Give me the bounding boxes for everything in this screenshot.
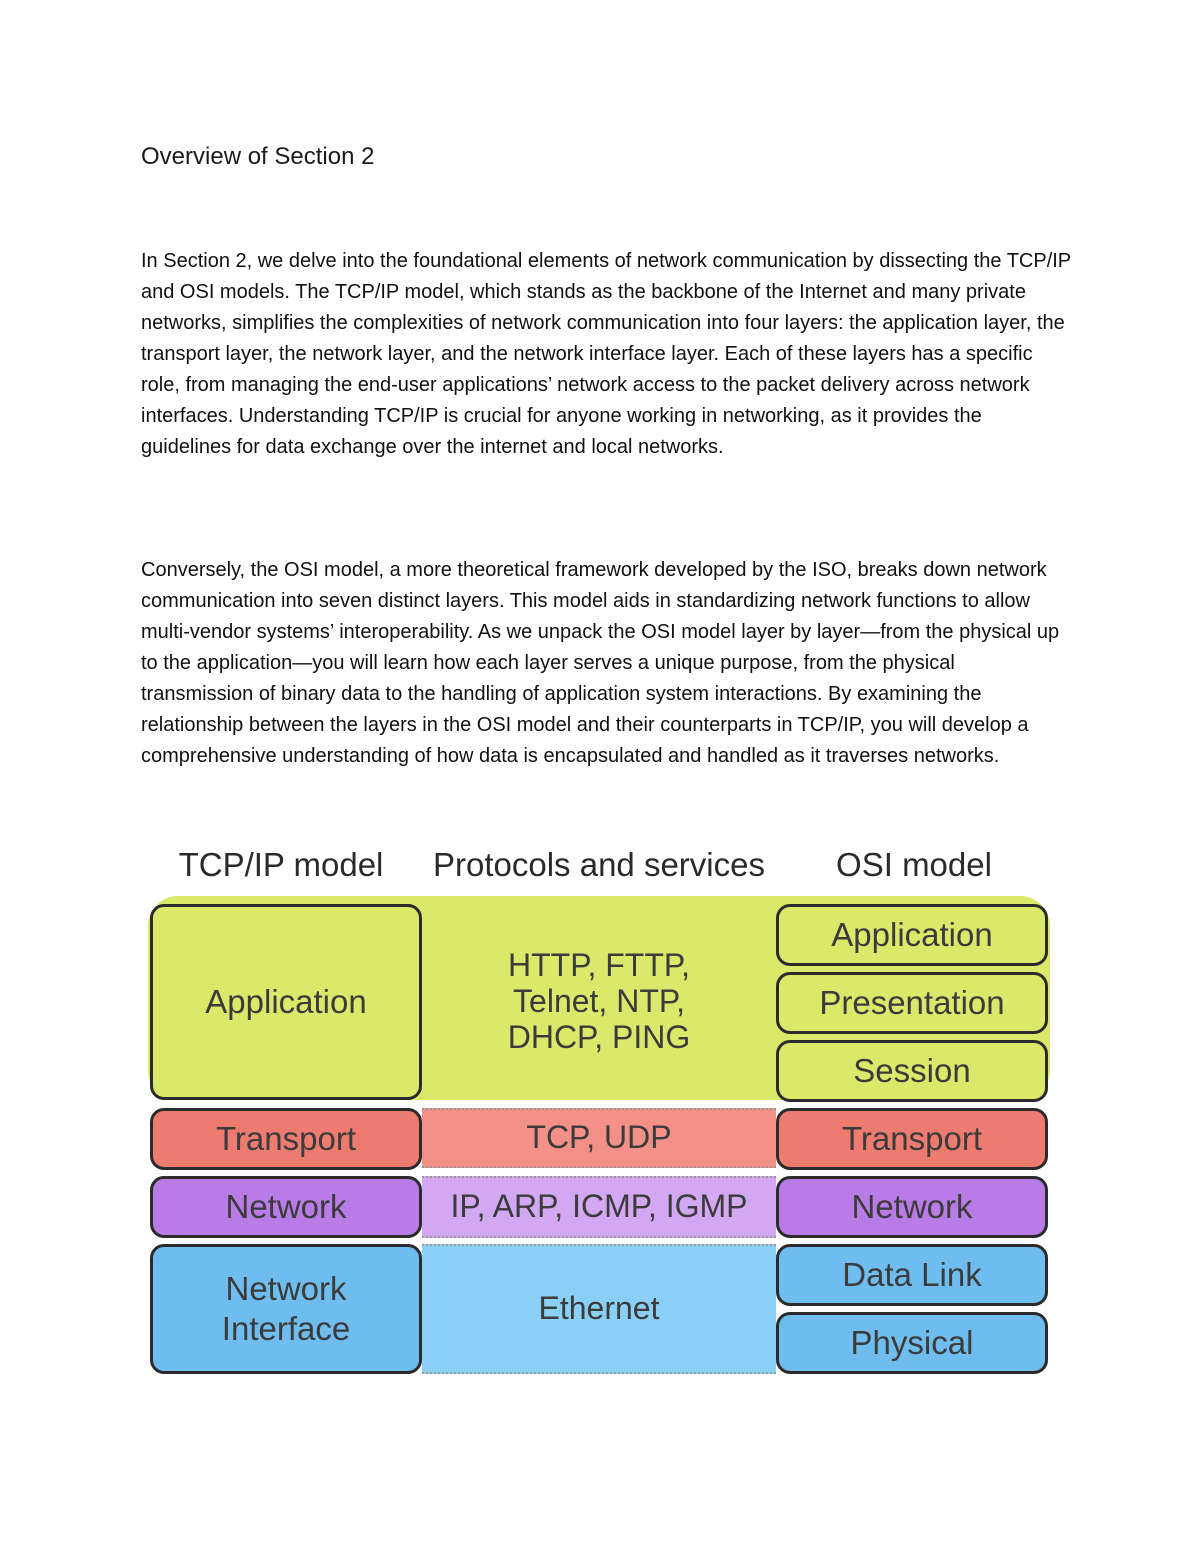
tcpip-osi-diagram <box>140 836 1060 1386</box>
protocols-network: IP, ARP, ICMP, IGMP <box>422 1176 776 1238</box>
osi-data-link: Data Link <box>776 1244 1048 1306</box>
tcpip-network-interface: Network Interface <box>150 1244 422 1374</box>
osi-physical: Physical <box>776 1312 1048 1374</box>
osi-session: Session <box>776 1040 1048 1102</box>
paragraph-tcpip: In Section 2, we delve into the foundational elements of network communication by dissecting the TCP/IP and OSI models. The TCP/IP model, which stands as the backbone of the Internet and many private networks, simplifies the complexities of network communication into four layers: the application layer, the transport layer, the network layer, and the network interface layer. Each of these layers has a specific role, from managing the end-user applications’ network access to the packet delivery across network interfaces. Understanding TCP/IP is crucial for anyone working in networking, as it provides the guidelines for data exchange over the internet and local networks. <box>141 250 1071 458</box>
osi-network: Network <box>776 1176 1048 1238</box>
protocols-interface: Ethernet <box>422 1244 776 1374</box>
tcpip-transport: Transport <box>150 1108 422 1170</box>
protocols-application: HTTP, FTTP, Telnet, NTP, DHCP, PING <box>507 947 691 1055</box>
osi-transport: Transport <box>776 1108 1048 1170</box>
header-tcpip-model: TCP/IP model <box>178 846 384 883</box>
header-protocols: Protocols and services <box>433 846 765 883</box>
tcpip-network: Network <box>150 1176 422 1238</box>
header-osi-model: OSI model <box>836 846 992 883</box>
osi-application: Application <box>776 904 1048 966</box>
protocols-transport: TCP, UDP <box>422 1108 776 1168</box>
paragraph-osi: Conversely, the OSI model, a more theoretical framework developed by the ISO, breaks down network communication into seven distinct layers. This model aids in standardizing network functions to allow multi-vendor systems’ interoperability. As we unpack the OSI model layer by layer—from the physical up to the application—you will learn how each layer serves a unique purpose, from the physical transmission of binary data to the handling of application system interactions. By examining the relationship between the layers in the OSI model and their counterparts in TCP/IP, you will develop a comprehensive understanding of how data is encapsulated and handled as it traverses networks. <box>141 559 1060 767</box>
page-title: Overview of Section 2 <box>141 143 375 170</box>
tcpip-application: Application <box>150 904 422 1100</box>
osi-presentation: Presentation <box>776 972 1048 1034</box>
